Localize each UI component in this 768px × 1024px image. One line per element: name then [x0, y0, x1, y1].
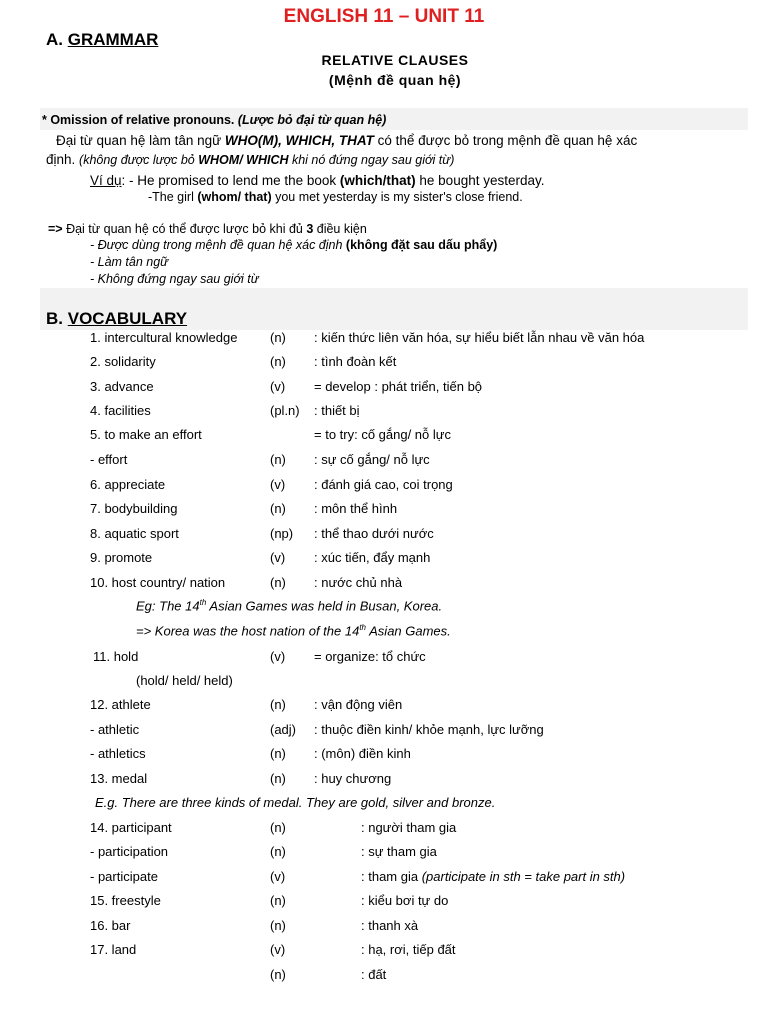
vocab-def: : sự cố gắng/ nỗ lực	[314, 452, 430, 467]
condition-1	[90, 238, 497, 252]
vocab-def: : nước chủ nhà	[314, 575, 403, 590]
eg1-b: Asian Games was held in Busan, Korea.	[206, 598, 443, 614]
example-2-a: -The girl	[148, 190, 198, 204]
omission-line1-b: WHO(M), WHICH, THAT	[224, 133, 374, 148]
vocab-pos: (v)	[270, 550, 286, 565]
vocab-term: 7. bodybuilding	[90, 501, 178, 516]
vocab-def: : kiểu bơi tự do	[361, 893, 449, 908]
vocab-def: : sự tham gia	[361, 844, 437, 859]
conditions-arrow: =>	[48, 222, 63, 236]
section-b-prefix: B.	[46, 309, 68, 328]
condition-1-b: (không đặt sau dấu phẩy)	[345, 238, 498, 252]
section-a-prefix: A.	[46, 30, 68, 49]
vocab-term: 9. promote	[90, 550, 153, 565]
vocab-def: : xúc tiến, đẩy mạnh	[314, 550, 431, 565]
example-1	[90, 173, 545, 188]
vocab-pos: (n)	[270, 452, 286, 467]
conditions-lead-c: điều kiện	[313, 222, 367, 236]
omission-line1-c: có thể được bỏ trong mệnh đề quan hệ xác	[373, 133, 638, 148]
vocab-term: 10. host country/ nation	[90, 575, 226, 590]
section-a-heading	[46, 30, 158, 50]
vocab-def: = organize: tổ chức	[314, 649, 426, 664]
vocab-note: (participate in sth = take part in sth)	[421, 869, 626, 884]
example-1-b: (which/that)	[339, 173, 416, 188]
vocab-def: = develop : phát triển, tiến bộ	[314, 379, 483, 394]
vocab-pos: (v)	[270, 869, 286, 884]
vocab-term: 11. hold	[93, 649, 139, 664]
vocab-pos: (n)	[270, 820, 286, 835]
vocab-term: - participate	[90, 869, 158, 884]
example-eg3: E.g. There are three kinds of medal. They are gold, silver and bronze.	[95, 795, 496, 810]
vocab-pos: (n)	[270, 697, 286, 712]
vocab-def: : đánh giá cao, coi trọng	[314, 477, 453, 492]
omission-line1-a: Đại từ quan hệ làm tân ngữ	[56, 133, 225, 148]
example-1-a: : - He promised to lend me the book	[121, 173, 340, 188]
vocab-def: : kiến thức liên văn hóa, sự hiểu biết lẫn nhau về văn hóa	[314, 330, 645, 345]
vocab-def: : thanh xà	[361, 918, 419, 933]
conditions-lead-b: 3	[306, 222, 314, 236]
omission-lead-text: * Omission of relative pronouns.	[42, 113, 238, 127]
vocab-term: 3. advance	[90, 379, 154, 394]
vocab-pos: (np)	[270, 526, 294, 541]
example-2-b: (whom/ that)	[197, 190, 272, 204]
omission-line-1	[56, 133, 637, 148]
vocab-def: : đất	[361, 967, 387, 982]
vocab-pos: (n)	[270, 746, 286, 761]
eg2-a: => Korea was the host nation of the 14	[136, 623, 360, 639]
vocab-def	[361, 869, 625, 884]
vocab-term: 12. athlete	[90, 697, 151, 712]
vocab-term: - effort	[90, 452, 128, 467]
example-eg2	[136, 623, 451, 638]
vocab-pos: (v)	[270, 477, 286, 492]
vocab-def: : (môn) điền kinh	[314, 746, 411, 761]
vocab-pos: (n)	[270, 771, 286, 786]
conditions-lead-a: Đại từ quan hệ có thể được lược bỏ khi đủ	[62, 222, 307, 236]
example-2	[148, 190, 523, 204]
vocab-pos: (n)	[270, 501, 286, 516]
vocab-pos: (n)	[270, 893, 286, 908]
vocab-pos: (v)	[270, 649, 286, 664]
omission-line2-b: (không được lược bỏ	[79, 153, 199, 167]
vocab-term: 6. appreciate	[90, 477, 166, 492]
vocab-term: - athletics	[90, 746, 146, 761]
vocab-term: 14. participant	[90, 820, 172, 835]
vocab-term: 2. solidarity	[90, 354, 156, 369]
vocab-term: - participation	[90, 844, 169, 859]
subtitle-vi: (Mệnh đề quan hệ)	[328, 72, 462, 88]
vocab-pos: (adj)	[270, 722, 297, 737]
vocab-pos: (v)	[270, 379, 286, 394]
vocab-term: 4. facilities	[90, 403, 151, 418]
conditions-lead	[48, 222, 367, 236]
vocab-def: : thể thao dưới nước	[314, 526, 434, 541]
omission-line2-c: WHOM/ WHICH	[198, 153, 289, 167]
vocab-term: (hold/ held/ held)	[136, 673, 233, 688]
vocab-def: : môn thể hình	[314, 501, 398, 516]
example-label: Ví dụ	[90, 173, 122, 188]
vocab-term: 1. intercultural knowledge	[90, 330, 238, 345]
condition-2: - Làm tân ngữ	[90, 255, 169, 269]
omission-lead	[42, 113, 386, 127]
subtitle: RELATIVE CLAUSES	[321, 52, 469, 68]
condition-1-a: - Được dùng trong mệnh đề quan hệ xác định	[90, 238, 346, 252]
vocab-def: : tình đoàn kết	[314, 354, 397, 369]
vocab-pos: (n)	[270, 967, 286, 982]
omission-line2-d: khi nó đứng ngay sau giới từ)	[288, 153, 455, 167]
omission-lead-vi: (Lược bỏ đại từ quan hệ)	[237, 113, 387, 127]
vocab-term: 16. bar	[90, 918, 131, 933]
vocab-pos: (n)	[270, 918, 286, 933]
example-eg1	[136, 598, 442, 613]
vocab-term: 13. medal	[90, 771, 148, 786]
vocab-def: : người tham gia	[361, 820, 457, 835]
vocab-def: : huy chương	[314, 771, 392, 786]
eg1-a: Eg: The 14	[136, 598, 200, 614]
vocab-def: : vận động viên	[314, 697, 403, 712]
section-b-heading	[46, 309, 187, 329]
condition-3: - Không đứng ngay sau giới từ	[90, 272, 259, 286]
example-1-c: he bought yesterday.	[415, 173, 545, 188]
vocab-def: = to try: cố gắng/ nỗ lực	[314, 427, 451, 442]
omission-line-2	[46, 152, 454, 167]
vocab-term: 8. aquatic sport	[90, 526, 179, 541]
vocab-pos: (n)	[270, 844, 286, 859]
vocab-term: 15. freestyle	[90, 893, 161, 908]
vocab-term: - athletic	[90, 722, 140, 737]
vocab-pos: (n)	[270, 354, 286, 369]
vocab-def-text: : tham gia	[361, 869, 422, 884]
vocab-term: 5. to make an effort	[90, 427, 202, 442]
section-a-title: GRAMMAR	[67, 30, 159, 49]
eg1-sup: th	[199, 598, 207, 607]
vocab-pos: (v)	[270, 942, 286, 957]
vocab-def: : hạ, rơi, tiếp đất	[361, 942, 456, 957]
example-2-c: you met yesterday is my sister's close friend.	[271, 190, 523, 204]
vocab-def: : thiết bị	[314, 403, 360, 418]
section-b-title: VOCABULARY	[67, 309, 188, 328]
page-title: ENGLISH 11 – UNIT 11	[283, 6, 485, 27]
eg2-sup: th	[359, 623, 366, 632]
vocab-term: 17. land	[90, 942, 137, 957]
omission-line2-a: định.	[46, 152, 80, 167]
eg2-b: Asian Games.	[366, 623, 451, 639]
vocab-def: : thuộc điền kinh/ khỏe mạnh, lực lưỡng	[314, 722, 544, 737]
vocab-pos: (pl.n)	[270, 403, 300, 418]
vocab-pos: (n)	[270, 575, 286, 590]
vocab-pos: (n)	[270, 330, 286, 345]
